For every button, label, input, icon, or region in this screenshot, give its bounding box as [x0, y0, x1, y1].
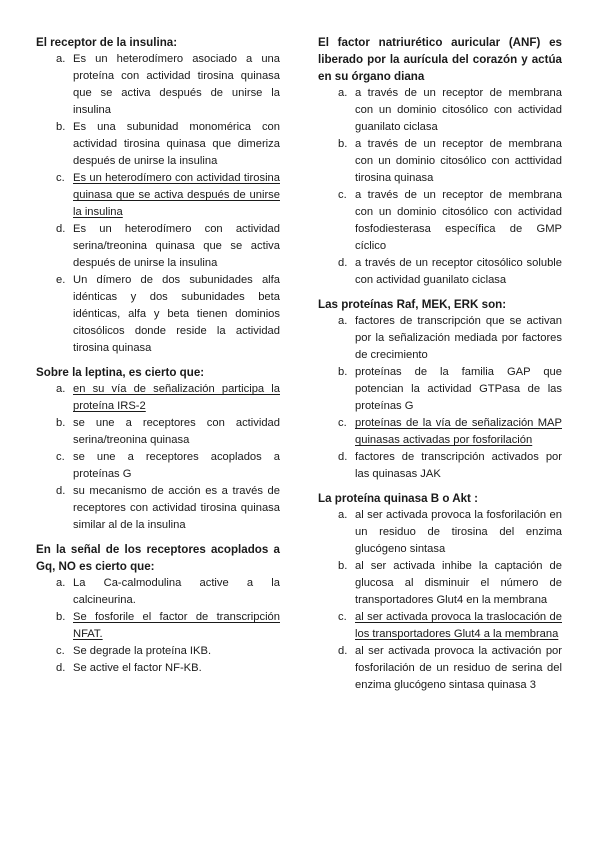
- question-title: El factor natriurético auricular (ANF) es liberado por la aurícula del corazón y actúa en su órgano diana: [318, 36, 562, 83]
- option-letter: a.: [56, 577, 66, 589]
- option-text: Es una subunidad monomérica con actividad tirosina quinasa que dimeriza después de unirse la insulina: [73, 121, 280, 167]
- question-raf-mek-erk: [318, 296, 562, 483]
- answer-option: [36, 119, 280, 170]
- answer-option: [36, 272, 280, 357]
- answer-option: [36, 609, 280, 643]
- option-text: al ser activada provoca la activación por fosforilación de un residuo de serina del enzima glucógeno sintasa quinasa 3: [355, 645, 562, 691]
- option-letter: a.: [338, 509, 348, 521]
- option-text: La Ca-calmodulina active a la calcineurina.: [73, 577, 280, 606]
- option-letter: c.: [338, 189, 347, 201]
- option-letter: b.: [56, 417, 66, 429]
- answer-list: [318, 313, 562, 483]
- answer-option: [318, 85, 562, 136]
- option-letter: a.: [338, 87, 348, 99]
- question-anf: [318, 34, 562, 289]
- answer-list: [318, 85, 562, 289]
- answer-option: [36, 643, 280, 660]
- option-text: Es un heterodímero con actividad serina/treonina quinasa que se activa después de unirse la insulina: [73, 223, 280, 269]
- option-letter: a.: [56, 53, 66, 65]
- option-text: Es un heterodímero con actividad tirosina quinasa que se activa después de unirse la insulina: [73, 172, 280, 218]
- option-text: proteínas de la vía de señalización MAP quinasas activadas por fosforilación: [355, 417, 562, 446]
- answer-option: [318, 255, 562, 289]
- option-letter: d.: [338, 645, 348, 657]
- option-letter: b.: [338, 138, 348, 150]
- option-text: Un dímero de dos subunidades alfa idénticas y dos subunidades beta idénticas, alfa y beta tienen dominios citosólicos donde reside la actividad tirosina quinasa: [73, 274, 280, 354]
- question-title: La proteína quinasa B o Akt :: [318, 492, 478, 505]
- option-text: a través de un receptor citosólico soluble con actividad guanilato ciclasa: [355, 257, 562, 286]
- option-letter: c.: [338, 611, 347, 623]
- option-letter: d.: [56, 223, 66, 235]
- answer-list: [36, 575, 280, 677]
- option-text: en su vía de señalización participa la proteína IRS-2: [73, 383, 280, 412]
- answer-option: [36, 660, 280, 677]
- answer-option: [36, 415, 280, 449]
- option-text: a través de un receptor de membrana con un dominio citosólico con acttividad tirosina quinasa: [355, 138, 562, 184]
- option-letter: d.: [56, 662, 66, 674]
- option-letter: c.: [56, 172, 65, 184]
- answer-list: [318, 507, 562, 694]
- answer-option: [318, 449, 562, 483]
- answer-option: [36, 51, 280, 119]
- option-text: Se degrade la proteína IKB.: [73, 645, 212, 657]
- question-title: En la señal de los receptores acoplados a Gq, NO es cierto que:: [36, 543, 280, 573]
- option-text: factores de transcripción que se activan por la señalización mediada por factores de crecimiento: [355, 315, 562, 361]
- answer-option: [318, 136, 562, 187]
- answer-option: [36, 483, 280, 534]
- question-title: El receptor de la insulina:: [36, 36, 178, 49]
- option-text: al ser activada provoca la fosforilación en un residuo de tirosina del enzima glucógeno sintasa: [355, 509, 562, 555]
- option-letter: a.: [338, 315, 348, 327]
- answer-list: [36, 51, 280, 357]
- option-letter: c.: [56, 645, 65, 657]
- option-letter: b.: [56, 611, 66, 623]
- answer-option: [36, 381, 280, 415]
- option-letter: b.: [338, 366, 348, 378]
- left-column: [36, 34, 280, 684]
- answer-list: [36, 381, 280, 534]
- answer-option: [36, 449, 280, 483]
- answer-option: [36, 221, 280, 272]
- option-letter: c.: [56, 451, 65, 463]
- option-letter: b.: [338, 560, 348, 572]
- option-letter: e.: [56, 274, 66, 286]
- answer-option: [318, 187, 562, 255]
- option-letter: d.: [56, 485, 66, 497]
- option-text: a través de un receptor de membrana con un dominio citosólico con actividad guanilato ciclasa: [355, 87, 562, 133]
- right-column: [318, 34, 562, 701]
- answer-option: [318, 609, 562, 643]
- answer-option: [36, 575, 280, 609]
- answer-option: [318, 558, 562, 609]
- option-text: Se fosforile el factor de transcripción NFAT.: [73, 611, 280, 640]
- option-text: se une a receptores con actividad serina/treonina quinasa: [73, 417, 280, 446]
- question-insulin-receptor: [36, 34, 280, 357]
- question-akt: [318, 490, 562, 694]
- option-text: factores de transcripción activados por las quinasas JAK: [355, 451, 562, 480]
- option-text: al ser activada provoca la traslocación de los transportadores Glut4 a la membrana: [355, 611, 562, 640]
- answer-option: [318, 313, 562, 364]
- answer-option: [318, 364, 562, 415]
- option-letter: d.: [338, 257, 348, 269]
- answer-option: [318, 415, 562, 449]
- question-title: Sobre la leptina, es cierto que:: [36, 366, 205, 379]
- option-letter: c.: [338, 417, 347, 429]
- answer-option: [318, 507, 562, 558]
- option-text: proteínas de la familia GAP que potencian la actividad GTPasa de las proteínas G: [355, 366, 562, 412]
- option-text: se une a receptores acoplados a proteínas G: [73, 451, 280, 480]
- question-title: Las proteínas Raf, MEK, ERK son:: [318, 298, 507, 311]
- option-text: su mecanismo de acción es a través de receptores con actividad tirosina quinasa similar al de la insulina: [73, 485, 280, 531]
- option-text: Es un heterodímero asociado a una proteína con actividad tirosina quinasa que se activa después de unirse la insulina: [73, 53, 280, 116]
- answer-option: [318, 643, 562, 694]
- option-letter: d.: [338, 451, 348, 463]
- option-text: al ser activada inhibe la captación de glucosa al disminuir el número de transportadores Glut4 en la membrana: [355, 560, 562, 606]
- option-letter: a.: [56, 383, 66, 395]
- option-text: Se active el factor NF-KB.: [73, 662, 202, 674]
- answer-option: [36, 170, 280, 221]
- question-leptin: [36, 364, 280, 534]
- question-gq-receptors: [36, 541, 280, 677]
- option-letter: b.: [56, 121, 66, 133]
- option-text: a través de un receptor de membrana con un dominio citosólico con actividad fosfodiesterasa específica de GMP cíclico: [355, 189, 562, 252]
